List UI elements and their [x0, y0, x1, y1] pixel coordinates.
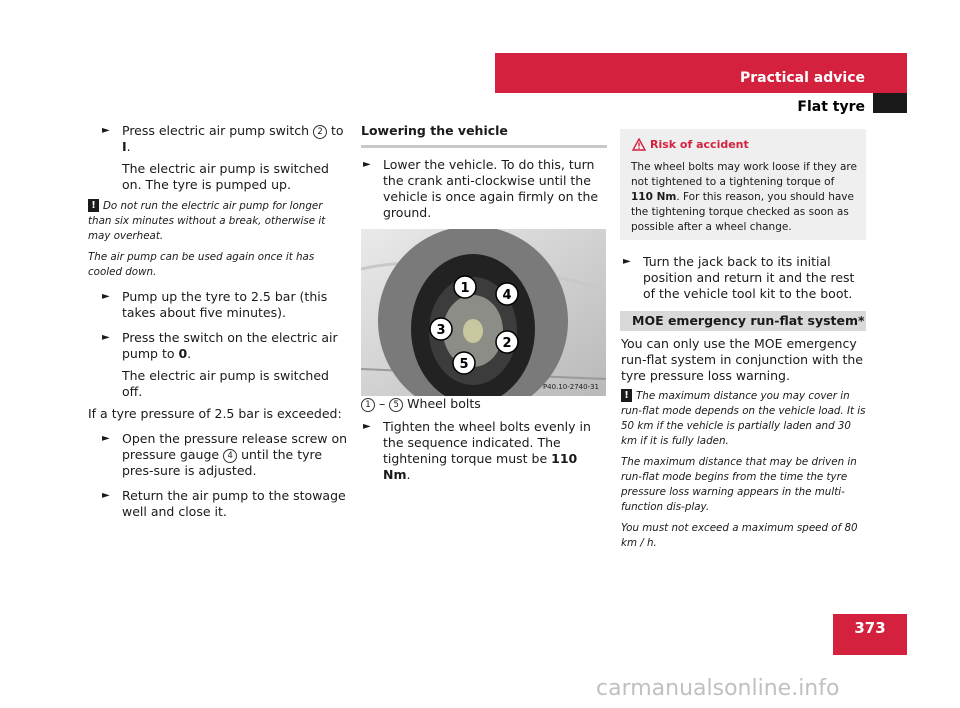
callout-2: 2 [313, 125, 327, 139]
moe-text: You can only use the MOE emergency run-flat system in conjunction with the tyre pressure loss warning. [621, 336, 863, 383]
middle-column-lower [361, 396, 607, 483]
callout-4: 4 [223, 449, 237, 463]
arrow-bullet-icon: ► [102, 490, 110, 501]
header-black-tab [873, 93, 907, 113]
warning-box [620, 129, 866, 240]
condition-text: If a tyre pressure of 2.5 bar is exceeded: [88, 406, 342, 421]
section-heading: Lowering the vehicle [361, 123, 508, 138]
arrow-bullet-icon: ► [623, 256, 631, 267]
step-result: The electric air pump is switched off. [122, 368, 329, 399]
warning-text: The wheel bolts may work loose if they are not tightened to a tightening torque of 110 Nm. For this reason, you should have the tightening torque checked as soon as possible after a wheel change. [631, 161, 857, 233]
note-overheat: ! Do not run the electric air pump for longer than six minutes without a break, otherwise it may overheat. [88, 200, 326, 242]
exclamation-icon: ! [621, 389, 632, 402]
warning-title: Risk of accident [650, 138, 749, 151]
callout-1: 1 [460, 281, 470, 296]
arrow-bullet-icon: ► [363, 159, 371, 170]
wheel-bolts-illustration [361, 229, 606, 396]
right-column [621, 254, 867, 302]
note-max-distance: ! The maximum distance you may cover in run-flat mode depends on the vehicle load. It is 50 km if the vehicle is partially laden and 30 km if it is fully laden. [621, 390, 866, 447]
moe-heading: MOE emergency run-flat system* [620, 311, 866, 331]
step-return-pump: ► Return the air pump to the stowage well and close it. [102, 488, 346, 519]
watermark: carmanualsonline.info [596, 676, 840, 701]
step-switch-off: ► Press the switch on the electric air pump to 0. [102, 330, 338, 361]
note-max-speed: You must not exceed a maximum speed of 80 km / h. [621, 522, 858, 549]
note-distance-start: The maximum distance that may be driven in run-flat mode begins from the time the tyre pressure loss warning appears in the multi-function dis-play. [621, 456, 857, 513]
subsection-title: Flat tyre [797, 99, 865, 115]
step-turn-jack: ► Turn the jack back to its initial position and return it and the rest of the vehicle tool kit to the boot. [623, 254, 855, 301]
warning-triangle-icon [632, 138, 646, 151]
section-title: Practical advice [739, 70, 865, 86]
step-tighten-bolts: ► Tighten the wheel bolts evenly in the sequence indicated. The tightening torque must be 110 Nm. [363, 419, 591, 482]
step-pump-up: ► Pump up the tyre to 2.5 bar (this takes about five minutes). [102, 289, 328, 320]
step-result: The electric air pump is switched on. The tyre is pumped up. [122, 161, 329, 192]
right-column-lower [621, 336, 869, 551]
callout-4: 4 [502, 288, 512, 303]
arrow-bullet-icon: ► [102, 291, 110, 302]
callout-3: 3 [436, 323, 446, 338]
figure-code: P40.10-2740-31 [542, 383, 599, 391]
heading-rule [361, 145, 607, 148]
arrow-bullet-icon: ► [102, 433, 110, 444]
step-lower-vehicle: ► Lower the vehicle. To do this, turn the crank anti-clockwise until the vehicle is once again firmly on the ground. [363, 157, 599, 220]
page-number: 373 [854, 619, 886, 637]
arrow-bullet-icon: ► [363, 421, 371, 432]
figure-caption: 1 – 5 Wheel bolts [361, 396, 607, 412]
callout-2: 2 [502, 336, 512, 351]
step-release-screw: ► Open the pressure release screw on pressure gauge 4 until the tyre pres-sure is adjusted. [102, 431, 348, 478]
step-press-switch: ► Press electric air pump switch 2 to I. [102, 123, 344, 154]
left-column [88, 123, 348, 520]
note-cooled: The air pump can be used again once it has cooled down. [88, 251, 315, 278]
middle-column [361, 123, 607, 246]
callout-5: 5 [459, 357, 469, 372]
arrow-bullet-icon: ► [102, 332, 110, 343]
arrow-bullet-icon: ► [102, 125, 110, 136]
wheel-bolts-figure [361, 229, 606, 396]
exclamation-icon: ! [88, 199, 99, 212]
